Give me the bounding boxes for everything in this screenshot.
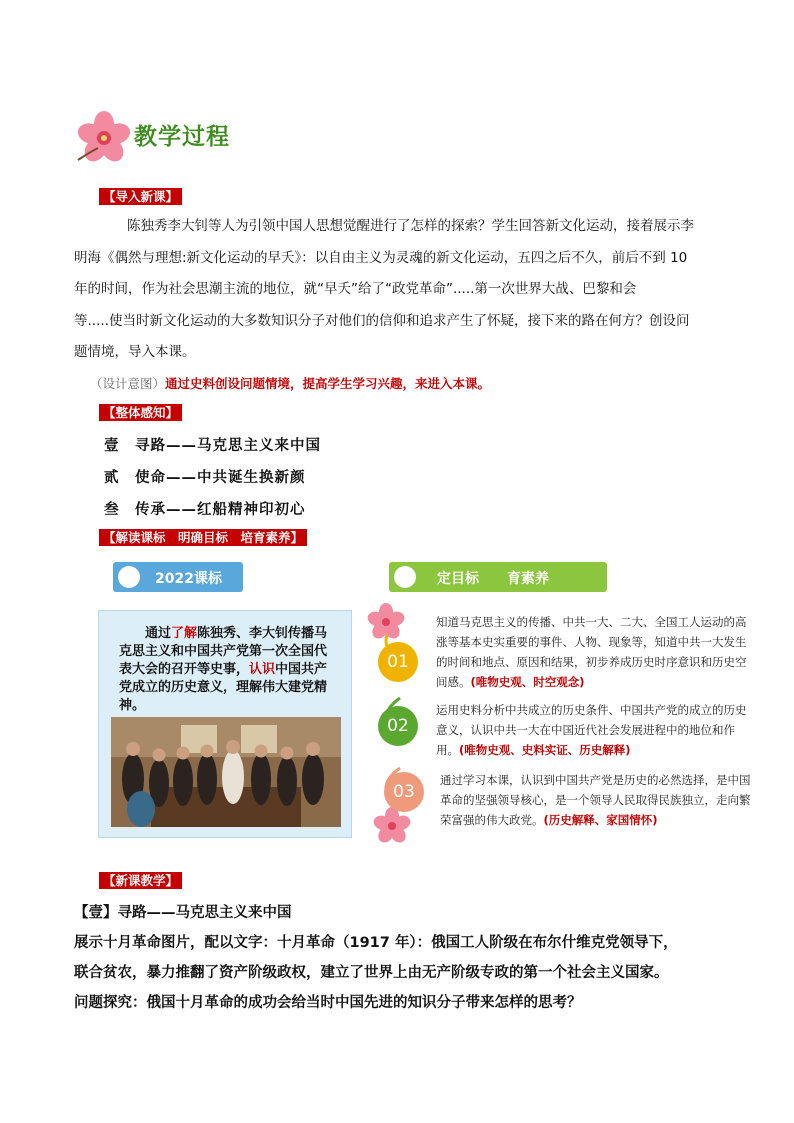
goal-item: 知道马克思主义的传播、中共一大、二大、全国工人运动的高涨等基本史实重要的事件、人物、现象等，知道中共一大发生的时间和地点、原因和结果，初步养成历史时序意识和历史空间感。(唯物史观、时空观念) bbox=[436, 615, 747, 689]
page-title: 教学过程 bbox=[134, 124, 230, 150]
lesson-line: 展示十月革命图片，配以文字：十月革命（1917 年）：俄国工人阶级在布尔什维克党领导下， bbox=[74, 935, 678, 951]
pill-dot-icon bbox=[394, 566, 416, 588]
lesson-line: 问题探究：俄国十月革命的成功会给当时中国先进的知识分子带来怎样的思考？ bbox=[74, 995, 582, 1011]
overview-item: 贰 使命——中共诞生换新颜 bbox=[104, 470, 306, 486]
design-intent bbox=[90, 374, 490, 392]
overview-item: 叁 传承——红船精神印初心 bbox=[104, 502, 306, 518]
new-lesson-tag: 【新课教学】 bbox=[99, 872, 182, 889]
intro-paragraph bbox=[74, 211, 724, 369]
standards-tag: 【解读课标 明确目标 培育素养】 bbox=[99, 529, 307, 546]
design-intent-text: 通过史料创设问题情境，提高学生学习兴趣，来进入本课。 bbox=[165, 376, 491, 391]
intro-tag: 【导入新课】 bbox=[99, 188, 182, 205]
intro-line: 陈独秀李大钊等人为引领中国人思想觉醒进行了怎样的探索？学生回答新文化运动，接着展示李 bbox=[127, 218, 694, 234]
goal-item: 运用史料分析中共成立的历史条件、中国共产党的成立的历史意义，认识中共一大在中国近代社会发展进程中的地位和作用。(唯物史观、史料实证、历史解释) bbox=[436, 703, 747, 757]
goals-pill: 定目标 育素养 bbox=[389, 562, 607, 592]
goal-number-badge: 03 bbox=[384, 772, 424, 812]
overview-tag: 【整体感知】 bbox=[99, 404, 182, 421]
first-congress-painting bbox=[111, 717, 341, 827]
curriculum-standard-text: 通过了解陈独秀、李大钊传播马克思主义和中国共产党第一次全国代表大会的召开等史事，认识中国共产党成立的历史意义，理解伟大建党精神。 bbox=[119, 626, 328, 713]
intro-line: 题情境，导入本课。 bbox=[74, 344, 196, 360]
lesson-heading: 【壹】寻路——马克思主义来中国 bbox=[74, 905, 292, 921]
goal-number-badge: 01 bbox=[378, 642, 418, 682]
goal-item: 通过学习本课，认识到中国共产党是历史的必然选择，是中国革命的坚强领导核心，是一个领导人民取得民族独立，走向繁荣富强的伟大政党。(历史解释、家国情怀) bbox=[440, 773, 751, 827]
overview-item: 壹 寻路——马克思主义来中国 bbox=[104, 438, 321, 454]
section-header bbox=[76, 108, 316, 168]
intro-line: 明海《偶然与理想:新文化运动的早夭》：以自由主义为灵魂的新文化运动，五四之后不久，前后不到 10 bbox=[74, 249, 688, 266]
lesson-line: 联合贫农，暴力推翻了资产阶级政权，建立了世界上由无产阶级专政的第一个社会主义国家。 bbox=[74, 965, 669, 981]
curriculum-2022-pill: 2022课标 bbox=[113, 562, 243, 592]
curriculum-standard-box bbox=[98, 610, 352, 838]
intro-line: 年的时间，作为社会思潮主流的地位，就“早夭”给了“政党革命”.....第一次世界大战、巴黎和会 bbox=[74, 281, 637, 297]
intro-line: 等.....使当时新文化运动的大多数知识分子对他们的信仰和追求产生了怀疑，接下来的路在何方？创设问 bbox=[74, 312, 690, 329]
goal-number-badge: 02 bbox=[378, 706, 418, 746]
pill-dot-icon bbox=[118, 566, 140, 588]
design-intent-prefix: （设计意图） bbox=[90, 376, 166, 391]
plum-blossom-icon bbox=[76, 108, 134, 164]
